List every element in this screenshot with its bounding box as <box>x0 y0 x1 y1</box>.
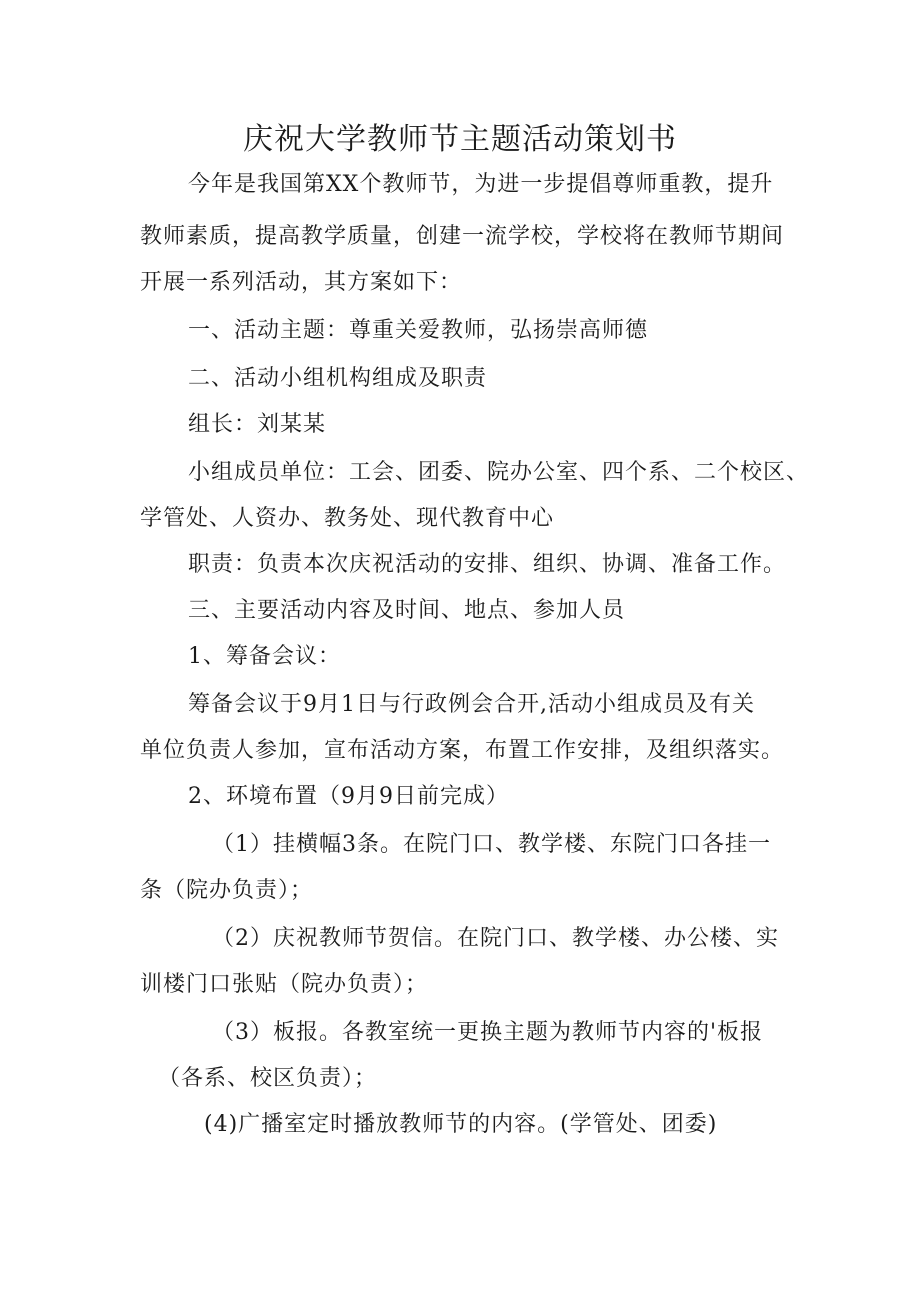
list-item-line: （3）板报。各教室统一更换主题为教师节内容的'板报 <box>212 1020 764 1045</box>
list-item-line: （2）庆祝教师节贺信。在院门口、教学楼、办公楼、实 <box>212 926 779 951</box>
paragraph-line: 组长：刘某某 <box>188 412 327 437</box>
section-heading: 三、主要活动内容及时间、地点、参加人员 <box>188 598 626 623</box>
list-item-line: 训楼门口张贴（院办负责）； <box>140 972 429 997</box>
paragraph-line: 筹备会议于9月1日与行政例会合开,活动小组成员及有关 <box>188 692 755 717</box>
paragraph-line: 教师素质，提高教学质量，创建一流学校，学校将在教师节期间 <box>140 224 785 249</box>
paragraph-line: 职责：负责本次庆祝活动的安排、组织、协调、准备工作。 <box>188 552 787 577</box>
section-heading: 一、活动主题：尊重关爱教师，弘扬崇高师德 <box>188 318 649 343</box>
section-heading: 二、活动小组机构组成及职责 <box>188 366 488 391</box>
paragraph-line: 单位负责人参加，宣布活动方案，布置工作安排，及组织落实。 <box>140 738 785 763</box>
list-item-line: （各系、校区负责）； <box>158 1066 378 1091</box>
list-item-line: （1）挂横幅3条。在院门口、教学楼、东院门口各挂一 <box>212 832 771 857</box>
paragraph-line: 小组成员单位：工会、团委、院办公室、四个系、二个校区、 <box>188 460 810 485</box>
paragraph-line: 今年是我国第XX个教师节，为进一步提倡尊师重教，提升 <box>188 172 774 197</box>
list-item-line: (4)广播室定时播放教师节的内容。(学管处、团委) <box>204 1112 718 1137</box>
subsection-heading: 1、筹备会议： <box>188 644 341 669</box>
subsection-heading: 2、环境布置（9月9日前完成） <box>188 784 509 809</box>
list-item-line: 条（院办负责）； <box>140 878 314 903</box>
document-title: 庆祝大学教师节主题活动策划书 <box>243 122 677 157</box>
paragraph-line: 开展一系列活动，其方案如下： <box>140 270 463 295</box>
paragraph-line: 学管处、人资办、教务处、现代教育中心 <box>140 506 555 531</box>
